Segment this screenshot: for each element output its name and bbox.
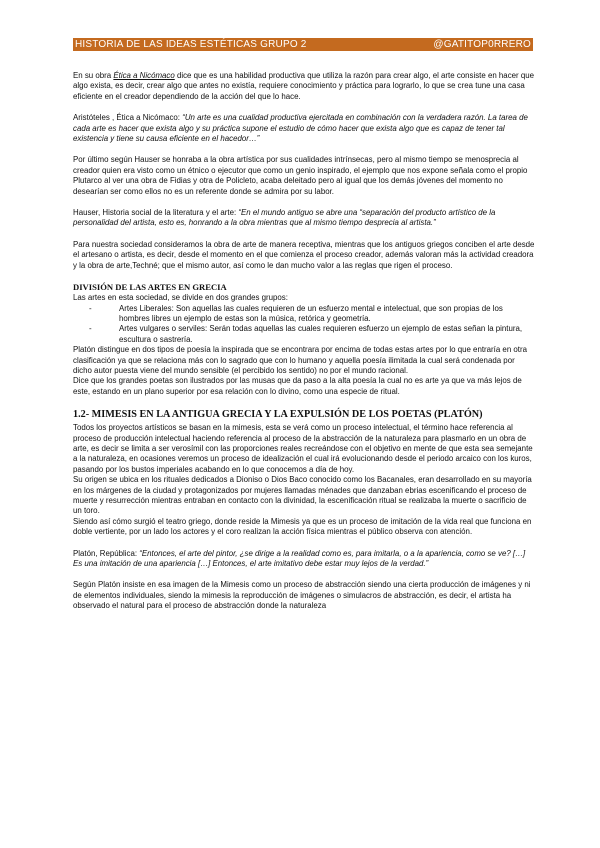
section-heading-division: DIVISIÓN DE LAS ARTES EN GRECIA [73, 282, 227, 293]
paragraph-mimesis-2: Su origen se ubica en los rituales dedicados a Dioniso o Dios Baco conocido como los Bacanales, eran desarrollado en su mayoría en los márgenes de la ciudad y protagonizados por mujeres llamadas ménades que danzaban ebrias escenificando el proceso de muerte y resurrección mientras entraban en contacto con la divinidad, la escenificación ritual se realizaba la muerte o sacrificio de un toro. [73, 475, 532, 516]
book-title-link: Ética a Nicómaco [113, 71, 175, 80]
division-intro: Las artes en esta sociedad, se divide en dos grandes grupos: [73, 293, 288, 303]
section-heading-mimesis: 1.2- MIMESIS EN LA ANTIGUA GRECIA Y LA EXPULSIÓN DE LOS POETAS (PLATÓN) [73, 409, 483, 421]
paragraph-sociedad: Para nuestra sociedad consideramos la obra de arte de manera receptiva, mientras que los antiguos griegos conciben el arte desde el artesano o artista, es decir, desde el momento en el que comienza el proceso creador, además valoran más la actividad creadora y la obra de arte,Techné; que el mismo autor, así como le dan mucho valor a las reglas que rigen el proceso. [73, 239, 535, 270]
text-span: En su obra [73, 71, 114, 80]
paragraph-mimesis-3: Siendo así cómo surgió el teatro griego, donde reside la Mimesis ya que es un proceso de imitación de la vida real que funciona en doble vertiente, por un lado los actores y el coro realizan la acción física mientras el público observa con atención. [73, 516, 532, 537]
paragraph-hauser: Por último según Hauser se honraba a la obra artística por sus cualidades intrínsecas, pero al mismo tiempo se menosprecia al creador quien era visto como un étnico o ejecutor que como un genio inspirado, el ejemplo que nos expone señala como el propio Plutarco al ver una obra de Fidias y otra de Policleto, acaba deleitado pero al igual que los demás jóvenes del momento no desearían ser como ellos no es un referente donde se admira por su labor. [73, 155, 528, 196]
paragraph-mimesis-1: Todos los proyectos artísticos se basan en la mimesis, esta se verá como un proceso intelectual, el término hace referencia al proceso de producción intelectual haciendo referencia al proceso de la abstracción de la naturaleza para plasmarlo en un obra de arte, es decir se limita a ser verosímil con las proporciones reales recreándose con el objetivo en mente de que esta sea semejante a la naturaleza, en ocasiones veremos un proceso de idealización el cual irá evolucionando desde el periodo arcaico con los kuros, pasando por los bustos imperiales acabando en lo que conocemos a día de hoy. [73, 423, 533, 474]
quote-hauser [73, 208, 535, 229]
quote-source: Aristóteles , Ética a Nicómaco: [73, 113, 183, 123]
quote-source: Platón, República: [73, 548, 140, 558]
division-list [73, 304, 535, 346]
list-item: - Artes Liberales: Son aquellas las cuales requieren de un esfuerzo mental e intelectual, que son propias de los hombres libres un ejemplo de estas son la música, retórica y geometría. [119, 304, 535, 325]
page-header [73, 38, 533, 51]
text-span: dice que es una habilidad productiva que utiliza la razón para crear algo, el arte consiste en hacer que algo exista, es decir, crear algo que antes no existía, requiere conocimiento y práctica para lograrlo, lo que se crea tune una casa eficiente en el creador dependiendo de la acción del que lo hace. [73, 71, 535, 101]
quote-aristoteles [73, 113, 535, 144]
header-title: HISTORIA DE LAS IDEAS ESTÉTICAS GRUPO 2 [75, 39, 307, 50]
document-body [73, 71, 535, 623]
quote-source: Hauser, Historia social de la literatura y el arte: [73, 208, 239, 218]
quote-text: “Entonces, el arte del pintor, ¿se dirige a la realidad como es, para imitarla, o a la apariencia, como se ve? […] Es una imitación de una apariencia […] Entonces, el arte imitativo debe estar muy lejos de la verdad.” [73, 548, 526, 569]
paragraph-etica [73, 71, 535, 102]
quote-text: “En el mundo antiguo se abre una “separación del producto artístico de la personalidad del artista, esto es, honrando a la obra mientras que al mismo tiempo desprecia al artista.” [73, 208, 496, 228]
paragraph-platon-poesia: Platón distingue en dos tipos de poesía la inspirada que se encontrara por encima de todas estas artes por lo que entraría en otra clasificación ya que se relaciona más con lo sagrado que con lo humano y aquella poesía ilimitada la cual será condenada por dicho autor puesta viene del mundo sensible (el percibido los sentido) no por el mundo racional. [73, 345, 528, 375]
list-item: - Artes vulgares o serviles: Serán todas aquellas las cuales requieren esfuerzo un ejemplo de estas señan la pintura, escultura o sastrería. [119, 324, 535, 345]
quote-text: “Un arte es una cualidad productiva ejercitada en combinación con la verdadera razón. La tarea de cada arte es hacer que exista algo y su práctica supone el estudio de cómo hacer que exista algo que es capaz de tener tal existencia y tiene su causa eficiente en el hacedor…” [73, 113, 528, 144]
paragraph-mimesis-4: Según Platón insiste en esa imagen de la Mimesis como un proceso de abstracción siendo una cierta producción de imágenes y ni de elementos individuales, siendo la mimesis la reproducción de imágenes o simulacros de abstracción, es decir, el artista ha observado el natural para el proceso de abstracción donde la naturaleza [73, 580, 531, 611]
quote-platon [73, 549, 535, 570]
paragraph-poetas: Dice que los grandes poetas son ilustrados por las musas que da paso a la alta poesía la cual no es arte ya que va más lejos de este, estando en un plano superior por esa relación con lo divino, como una especie de ritual. [73, 376, 522, 396]
header-handle: @GATITOP0RRERO [433, 39, 531, 50]
